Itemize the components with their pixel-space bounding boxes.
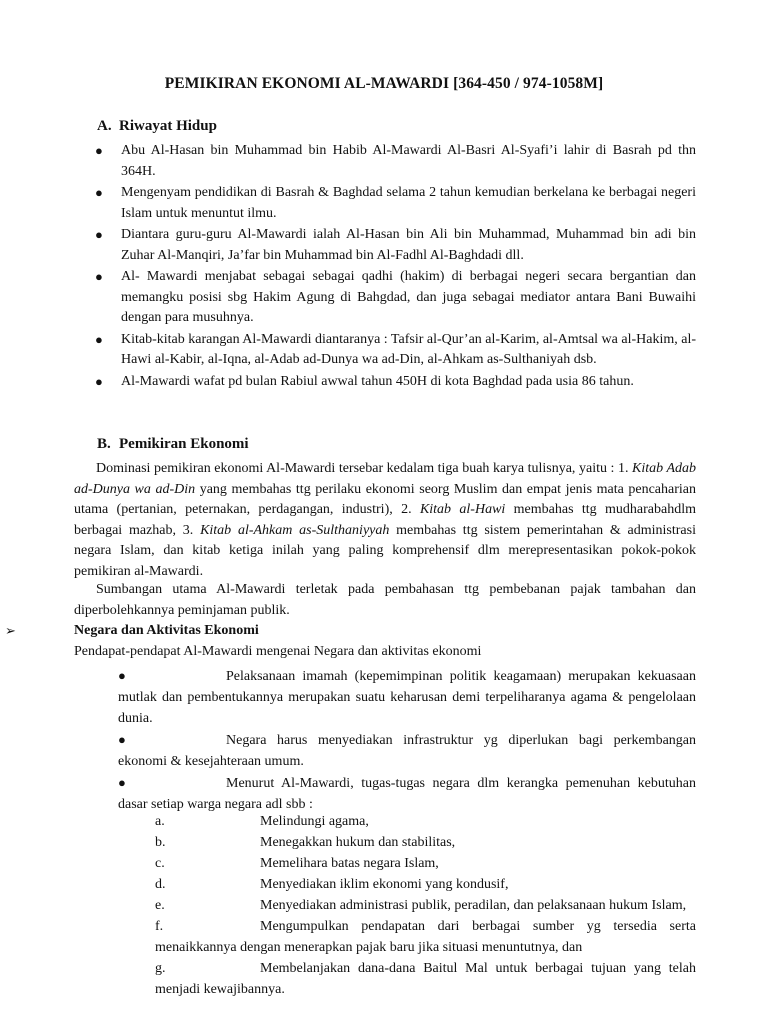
bullet-icon: ●: [95, 227, 103, 242]
negara-bullet-list: [118, 665, 696, 815]
negara-intro: Pendapat-pendapat Al-Mawardi mengenai Negara dan aktivitas ekonomi: [74, 644, 482, 659]
list-letter: a.: [155, 814, 165, 829]
list-item: [155, 874, 696, 895]
book-title: Kitab al-Ahkam as-Sulthaniyyah: [200, 522, 390, 538]
list-item-text: Menyediakan iklim ekonomi yang kondusif,: [260, 877, 509, 892]
list-item: [118, 665, 696, 729]
paragraph-sumbangan: Sumbangan utama Al-Mawardi terletak pada pembahasan ttg pembebanan pajak tambahan dan diperbolehkannya peminjaman publik.: [74, 582, 696, 618]
list-item: [155, 832, 696, 853]
list-item: [95, 372, 696, 393]
bullet-icon: ●: [118, 668, 126, 683]
section-a-title: Riwayat Hidup: [119, 118, 217, 134]
list-item-text: Mengumpulkan pendapatan dari berbagai sumber yg tersedia serta menaikkannya dengan menerapkan pajak baru jika situasi menuntutnya, dan: [155, 919, 696, 955]
list-item-text: Menurut Al-Mawardi, tugas-tugas negara dlm kerangka pemenuhan kebutuhan dasar setiap warga negara adl sbb :: [118, 776, 696, 812]
section-b-heading: [97, 436, 249, 453]
section-b-number: B.: [97, 436, 111, 452]
arrow-bullet-icon: ➢: [5, 623, 16, 638]
list-item: [118, 729, 696, 772]
bullet-icon: ●: [95, 143, 103, 158]
section-a-heading: [97, 118, 217, 135]
bullet-icon: ●: [118, 775, 126, 790]
bullet-icon: ●: [95, 373, 103, 389]
list-item-text: Negara harus menyediakan infrastruktur yg diperlukan bagi perkembangan ekonomi & kesejahteraan umum.: [118, 733, 696, 769]
list-item: [155, 895, 696, 916]
paragraph-dominasi: [74, 459, 696, 582]
list-item-text: Abu Al-Hasan bin Muhammad bin Habib Al-Mawardi Al-Basri Al-Syafi’i lahir di Basrah pd thn 364H.: [121, 143, 696, 179]
page-title: PEMIKIRAN EKONOMI AL-MAWARDI [364-450 / 974-1058M]: [164, 75, 604, 92]
list-item-text: Mengenyam pendidikan di Basrah & Baghdad selama 2 tahun kemudian berkelana ke berbagai negeri Islam untuk menuntut ilmu.: [121, 185, 696, 221]
text-run: membahas ttg mudharabahdlm berbagai mazhab, 3.: [74, 502, 696, 538]
list-letter: e.: [155, 898, 165, 913]
bullet-icon: ●: [118, 732, 126, 747]
negara-heading: Negara dan Aktivitas Ekonomi: [74, 623, 259, 638]
list-item: [95, 267, 696, 329]
list-item: [95, 225, 696, 266]
list-letter: f.: [155, 919, 164, 934]
list-item: [95, 330, 696, 371]
text-run: membahas ttg sistem pemerintahan & administrasi negara Islam, dan kitab ketiga inilah yang paling komprehensif dlm merepresentasikan pokok-pokok pemikiran al-Mawardi.: [74, 522, 696, 579]
list-item-text: Melindungi agama,: [260, 814, 369, 829]
list-item-text: Menegakkan hukum dan stabilitas,: [260, 835, 456, 850]
list-item: [118, 772, 696, 815]
bullet-icon: ●: [95, 269, 103, 284]
book-title: Kitab Adab ad-Dunya wa ad-Din: [74, 461, 696, 497]
list-item: [155, 958, 696, 1000]
section-b-title: Pemikiran Ekonomi: [119, 436, 249, 452]
list-item: [95, 183, 696, 224]
list-item-text: Membelanjakan dana-dana Baitul Mal untuk berbagai tujuan yang telah menjadi kewajibannya.: [155, 961, 696, 997]
list-item-text: Diantara guru-guru Al-Mawardi ialah Al-Hasan bin Ali bin Muhammad, Muhammad bin adi bin Zuhar Al-Manqiri, Ja’far bin Muhammad bin Al-Fadhl Al-Baghdadi dll.: [121, 227, 696, 263]
list-letter: c.: [155, 856, 165, 871]
text-run: Dominasi pemikiran ekonomi Al-Mawardi tersebar kedalam tiga buah karya tulisnya, yaitu : 1.: [96, 461, 633, 476]
list-item-text: Pelaksanaan imamah (kepemimpinan politik keagamaan) merupakan kekuasaan mutlak dan pembentukannya merupakan suatu keharusan demi terpeliharanya agama & pengelolaan dunia.: [118, 669, 696, 726]
list-letter: d.: [155, 877, 166, 892]
bullet-icon: ●: [95, 185, 103, 200]
section-a-number: A.: [97, 118, 112, 134]
list-item-text: Kitab-kitab karangan Al-Mawardi diantaranya : Tafsir al-Qur’an al-Karim, al-Amtsal wa al-Hakim, al-Hawi al-Kabir, al-Iqna, al-Adab ad-Dunya wa ad-Din, al-Ahkam as-Sulthaniyah dsb.: [121, 331, 697, 367]
list-letter: b.: [155, 835, 166, 850]
list-item-text: Menyediakan administrasi publik, peradilan, dan pelaksanaan hukum Islam,: [260, 898, 687, 913]
text-run: yang membahas ttg perilaku ekonomi seorg Muslim dan empat jenis mata pencaharian utama (pertanian, peternakan, perdagangan, industri), 2.: [74, 481, 696, 517]
list-item: [155, 916, 696, 958]
list-item: [155, 853, 696, 874]
book-title: Kitab al-Hawi: [419, 502, 506, 517]
list-item: [95, 141, 696, 182]
tugas-negara-list: [155, 811, 696, 1000]
riwayat-list: [95, 141, 696, 393]
bullet-icon: ●: [95, 331, 103, 347]
list-item-text: Al-Mawardi wafat pd bulan Rabiul awwal tahun 450H di kota Baghdad pada usia 86 tahun.: [121, 373, 634, 389]
list-item-text: Memelihara batas negara Islam,: [260, 856, 439, 871]
list-item-text: Al- Mawardi menjabat sebagai sebagai qadhi (hakim) di berbagai negeri secara bergantian dan memangku posisi sbg Hakim Agung di Bahgdad, dan juga sebagai mediator antara Bani Buwaihi dengan para musuhnya.: [121, 269, 696, 325]
list-letter: g.: [155, 961, 166, 976]
list-item: [155, 811, 696, 832]
